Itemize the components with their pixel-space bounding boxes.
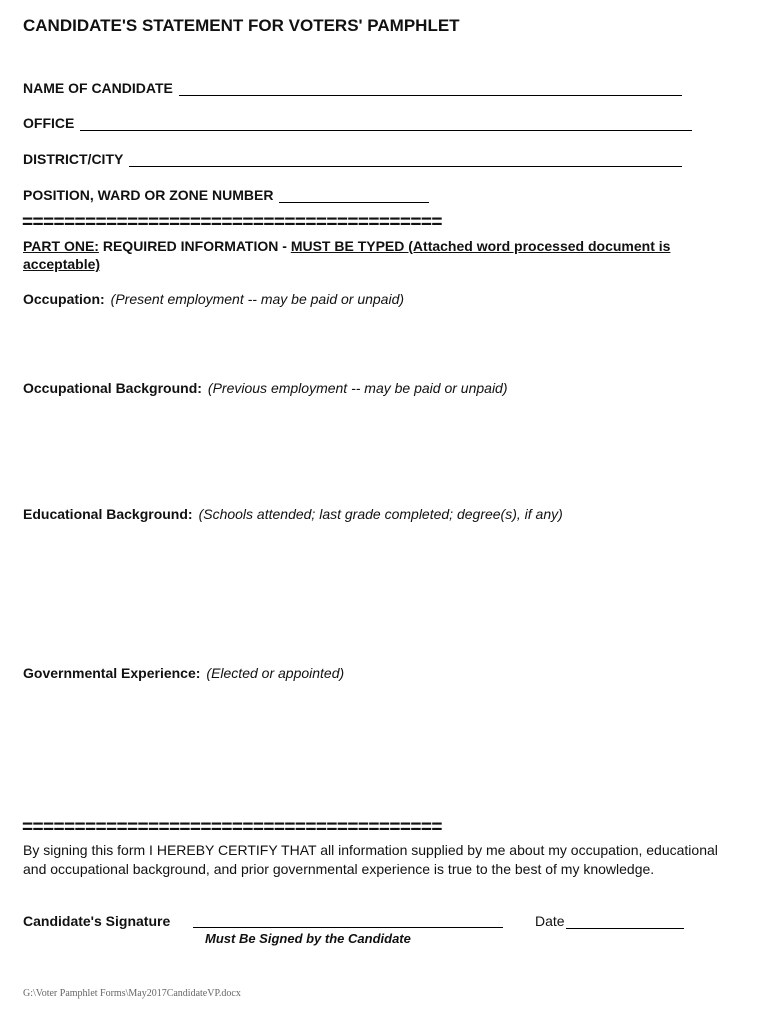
district-city-field[interactable] [129, 152, 682, 167]
office-row [23, 115, 692, 131]
educational-background-label: Educational Background: [23, 506, 193, 522]
occupational-background-label: Occupational Background: [23, 380, 202, 396]
occupational-background-hint: (Previous employment -- may be paid or unpaid) [207, 380, 508, 396]
occupation-label: Occupation: [23, 291, 105, 307]
page-title: CANDIDATE'S STATEMENT FOR VOTERS' PAMPHLET [23, 16, 460, 35]
position-ward-zone-row [23, 187, 429, 203]
governmental-experience-section [23, 665, 344, 681]
part-one-underlined: MUST BE TYPED (Attached word processed document is acceptable) [23, 238, 671, 272]
position-ward-zone-field[interactable] [279, 188, 429, 203]
name-of-candidate-label: NAME OF CANDIDATE [23, 80, 173, 96]
separator-bottom: ======================================== [22, 817, 442, 838]
certification-text: By signing this form I HEREBY CERTIFY THAT all information supplied by me about my occupation, educational and occupational background, and prior governmental experience is true to the best of my knowledge. [23, 842, 718, 877]
district-city-label: DISTRICT/CITY [23, 151, 124, 167]
part-one-middle: REQUIRED INFORMATION - [98, 238, 291, 254]
district-city-row [23, 151, 682, 167]
educational-background-hint: (Schools attended; last grade completed; degree(s), if any) [198, 506, 563, 522]
occupation-hint: (Present employment -- may be paid or unpaid) [110, 291, 405, 307]
position-ward-zone-label: POSITION, WARD OR ZONE NUMBER [23, 187, 274, 203]
occupational-background-section [23, 380, 508, 396]
office-label: OFFICE [23, 115, 75, 131]
governmental-experience-label: Governmental Experience: [23, 665, 201, 681]
governmental-experience-hint: (Elected or appointed) [206, 665, 345, 681]
part-one-lead: PART ONE: [23, 238, 99, 254]
date-row [535, 913, 684, 929]
office-field[interactable] [80, 116, 692, 131]
signature-note: Must Be Signed by the Candidate [205, 931, 411, 946]
educational-background-section [23, 506, 563, 522]
name-of-candidate-field[interactable] [179, 81, 682, 96]
signature-field[interactable] [193, 927, 503, 928]
occupation-section [23, 291, 404, 307]
name-of-candidate-row [23, 80, 682, 96]
signature-label: Candidate's Signature [23, 913, 171, 929]
date-field[interactable] [566, 914, 684, 929]
date-label: Date [535, 913, 565, 929]
separator-top: ======================================== [22, 212, 442, 233]
file-path-footer: G:\Voter Pamphlet Forms\May2017CandidateVP.docx [23, 988, 241, 999]
part-one-heading [23, 237, 738, 273]
